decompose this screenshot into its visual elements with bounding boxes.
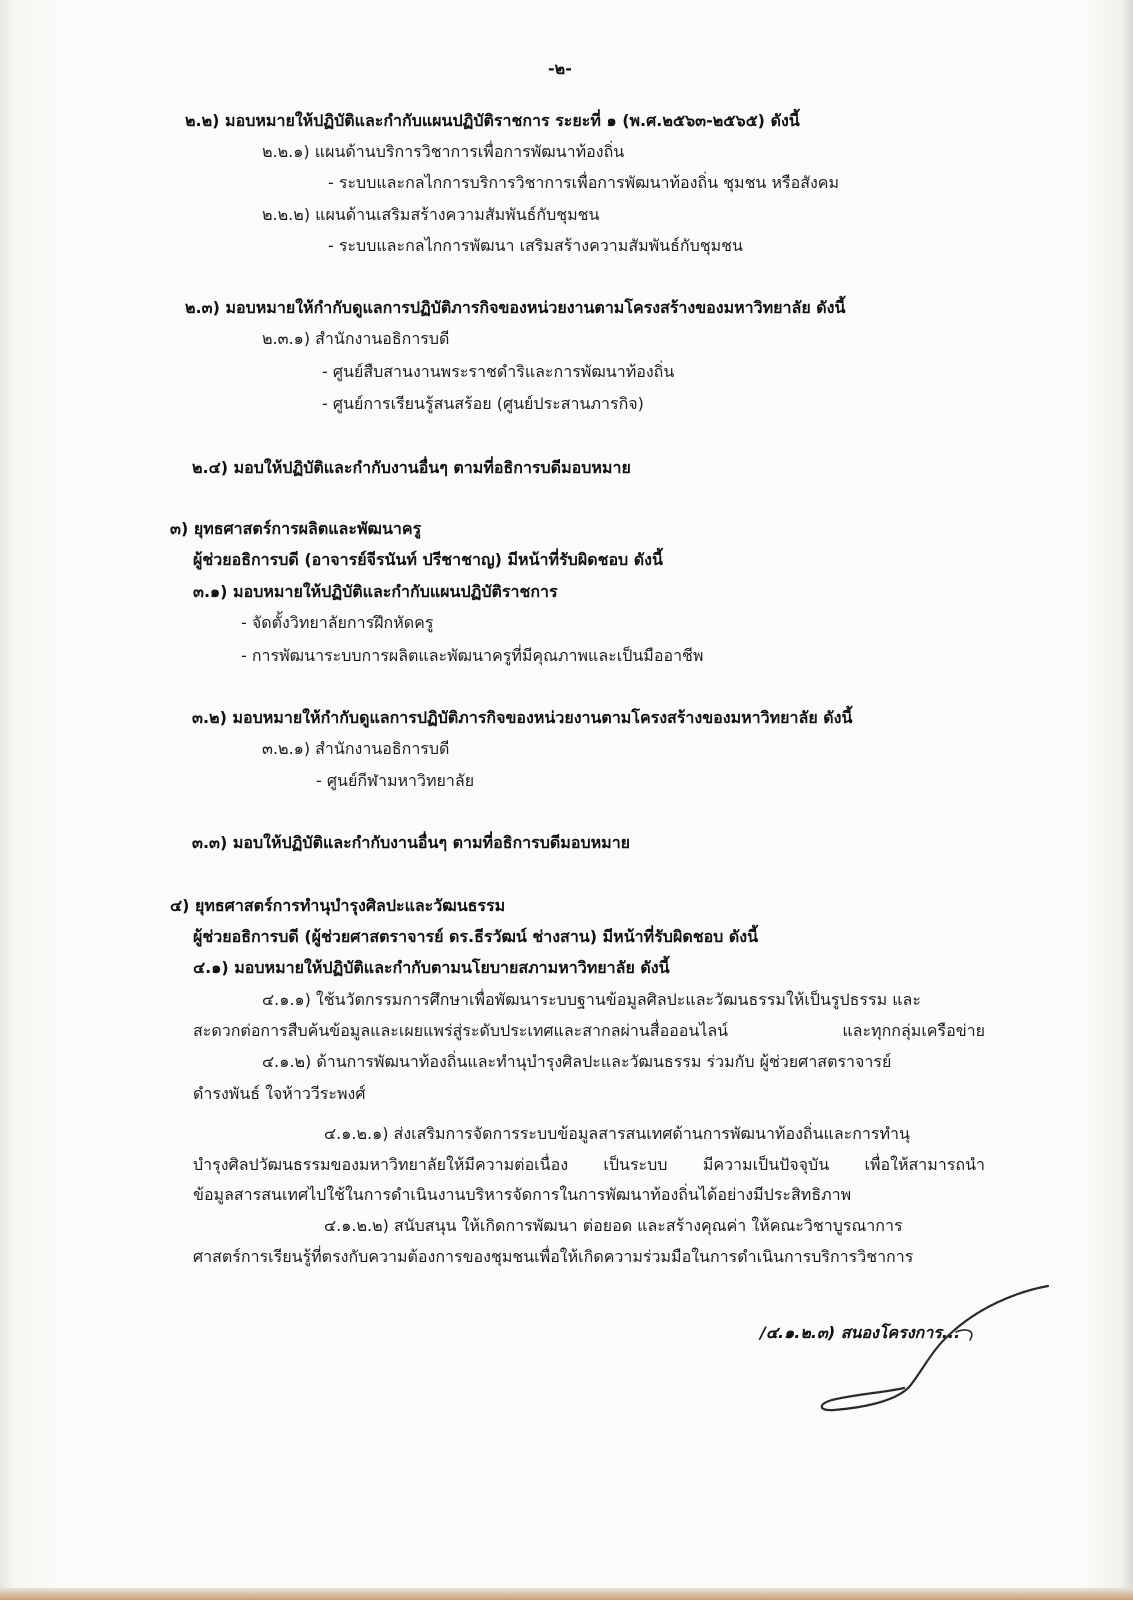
bullet-3-1a: - จัดตั้งวิทยาลัยการฝึกหัดครู [241, 613, 434, 632]
responsible-3: ผู้ช่วยอธิการบดี (อาจารย์จีรนันท์ ปรีชาชาญ) มีหน้าที่รับผิดชอบ ดังนี้ [193, 550, 663, 569]
item-3-2-1: ๓.๒.๑) สำนักงานอธิการบดี [262, 739, 450, 758]
item-4-1-2-1-cont-b: ข้อมูลสารสนเทศไปใช้ในการดำเนินงานบริหารจัดการในการพัฒนาท้องถิ่นได้อย่างมีประสิทธิภาพ [193, 1185, 852, 1204]
item-4-1-1: ๔.๑.๑) ใช้นวัตกรรมการศึกษาเพื่อพัฒนาระบบฐานข้อมูลศิลปะและวัฒนธรรมให้เป็นรูปธรรม และ [262, 990, 921, 1009]
responsible-4: ผู้ช่วยอธิการบดี (ผู้ช่วยศาสตราจารย์ ดร.ธีรวัฒน์ ช่างสาน) มีหน้าที่รับผิดชอบ ดังนี้ [193, 927, 759, 946]
continuation-note: /๔.๑.๒.๓) สนองโครงการ... [760, 1323, 961, 1342]
bullet-2-2-1: - ระบบและกลไกการบริการวิชาการเพื่อการพัฒนาท้องถิ่น ชุมชน หรือสังคม [328, 173, 840, 192]
heading-3: ๓) ยุทธศาสตร์การผลิตและพัฒนาครู [170, 519, 422, 538]
heading-4: ๔) ยุทธศาสตร์การทำนุบำรุงศิลปะและวัฒนธรรม [170, 896, 506, 915]
item-2-3-1: ๒.๓.๑) สำนักงานอธิการบดี [262, 329, 450, 348]
heading-2-4: ๒.๔) มอบให้ปฏิบัติและกำกับงานอื่นๆ ตามที่อธิการบดีมอบหมาย [192, 458, 631, 477]
heading-3-3: ๓.๓) มอบให้ปฏิบัติและกำกับงานอื่นๆ ตามที่อธิการบดีมอบหมาย [192, 833, 631, 852]
item-4-1-2-2: ๔.๑.๒.๒) สนับสนุน ให้เกิดการพัฒนา ต่อยอด และสร้างคุณค่า ให้คณะวิชาบูรณาการ [324, 1216, 903, 1235]
heading-3-1: ๓.๑) มอบหมายให้ปฏิบัติและกำกับแผนปฏิบัติราชการ [193, 582, 558, 601]
item-4-1-2-1-cont-a: บำรุงศิลปวัฒนธรรมของมหาวิทยาลัยให้มีความต่อเนื่อง เป็นระบบ มีความเป็นปัจจุบัน เพื่อให้สามารถนำ [193, 1155, 985, 1174]
signature [800, 1268, 1080, 1428]
heading-3-2: ๓.๒) มอบหมายให้กำกับดูแลการปฏิบัติภารกิจของหน่วยงานตามโครงสร้างของมหาวิทยาลัย ดังนี้ [192, 708, 853, 727]
item-4-1-2-1: ๔.๑.๒.๑) ส่งเสริมการจัดการระบบข้อมูลสารสนเทศด้านการพัฒนาท้องถิ่นและการทำนุ [324, 1124, 910, 1143]
item-4-1-1-cont: สะดวกต่อการสืบค้นข้อมูลและเผยแพร่สู่ระดับประเทศและสากลผ่านสื่อออนไลน์ และทุกกลุ่มเครือข่าย [193, 1021, 985, 1040]
item-4-1-2-2-cont: ศาสตร์การเรียนรู้ที่ตรงกับความต้องการของชุมชนเพื่อให้เกิดความร่วมมือในการดำเนินการบริการวิชาการ [193, 1247, 914, 1266]
item-4-1-2-cont: ดำรงพันธ์ ใจห้าววีระพงศ์ [193, 1084, 366, 1103]
item-2-2-2: ๒.๒.๒) แผนด้านเสริมสร้างความสัมพันธ์กับชุมชน [262, 205, 600, 224]
page-bottom-edge [0, 1588, 1133, 1600]
bullet-2-3-1a: - ศูนย์สืบสานงานพระราชดำริและการพัฒนาท้องถิ่น [322, 362, 675, 381]
bullet-2-2-2: - ระบบและกลไกการพัฒนา เสริมสร้างความสัมพันธ์กับชุมชน [328, 236, 743, 255]
bullet-3-2-1: - ศูนย์กีฬามหาวิทยาลัย [316, 771, 475, 790]
page-number: -๒- [548, 59, 572, 78]
heading-2-3: ๒.๓) มอบหมายให้กำกับดูแลการปฏิบัติภารกิจของหน่วยงานตามโครงสร้างของมหาวิทยาลัย ดังนี้ [185, 298, 846, 317]
heading-4-1: ๔.๑) มอบหมายให้ปฏิบัติและกำกับตามนโยบายสภามหาวิทยาลัย ดังนี้ [193, 958, 670, 977]
item-2-2-1: ๒.๒.๑) แผนด้านบริการวิชาการเพื่อการพัฒนาท้องถิ่น [262, 142, 625, 161]
bullet-3-1b: - การพัฒนาระบบการผลิตและพัฒนาครูที่มีคุณภาพและเป็นมืออาชีพ [241, 646, 704, 665]
item-4-1-2: ๔.๑.๒) ด้านการพัฒนาท้องถิ่นและทำนุบำรุงศิลปะและวัฒนธรรม ร่วมกับ ผู้ช่วยศาสตราจารย์ [262, 1052, 892, 1071]
bullet-2-3-1b: - ศูนย์การเรียนรู้สนสร้อย (ศูนย์ประสานภารกิจ) [322, 394, 644, 413]
heading-2-2: ๒.๒) มอบหมายให้ปฏิบัติและกำกับแผนปฏิบัติราชการ ระยะที่ ๑ (พ.ศ.๒๕๖๓-๒๕๖๕) ดังนี้ [185, 111, 800, 130]
